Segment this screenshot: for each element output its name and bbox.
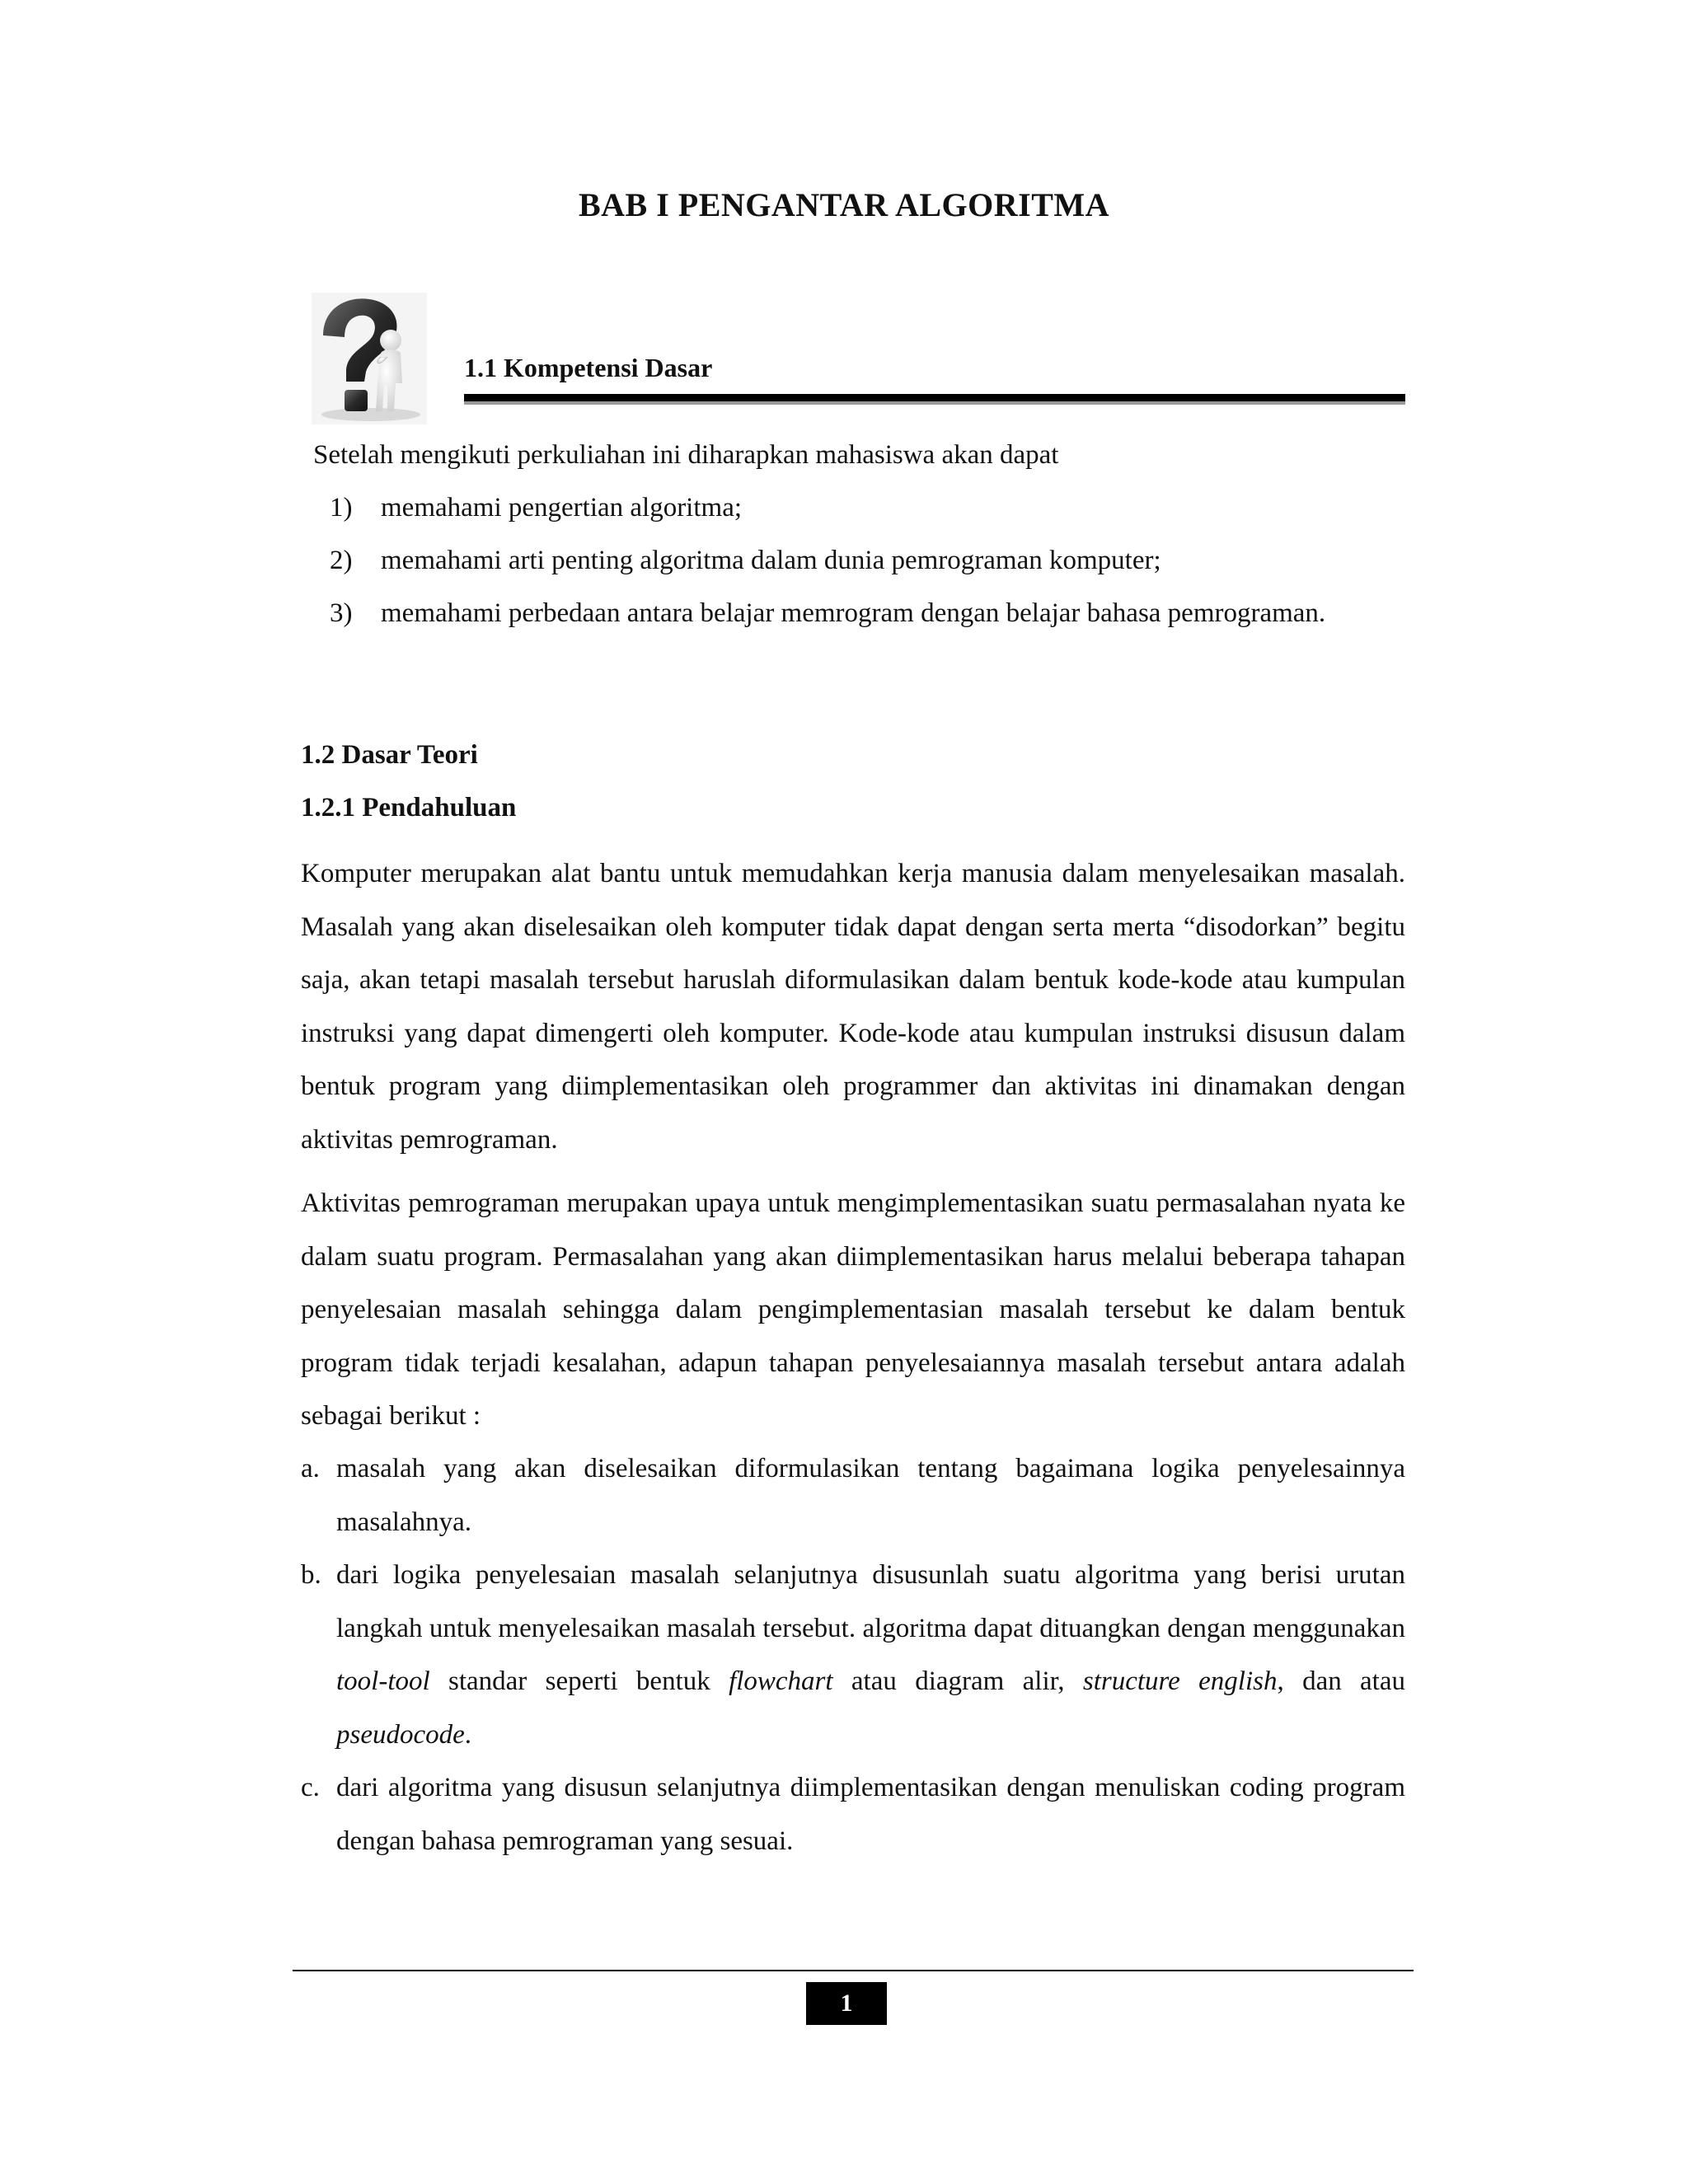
list-item-text: memahami perbedaan antara belajar memrogram dengan belajar bahasa pemrograman.: [381, 598, 1326, 628]
chapter-title: BAB I PENGANTAR ALGORITMA: [578, 186, 1110, 223]
list-item-text: standar seperti bentuk: [429, 1666, 729, 1696]
list-marker: c.: [301, 1773, 320, 1802]
list-item-text: atau diagram alir,: [832, 1666, 1083, 1696]
subsection-heading-pendahuluan: 1.2.1 Pendahuluan: [301, 793, 517, 823]
list-item: [330, 587, 1405, 640]
list-number: 2): [330, 546, 353, 575]
competency-list: [330, 481, 1405, 640]
italic-term: tool-tool: [336, 1666, 430, 1696]
paragraph: Komputer merupakan alat bantu untuk memudahkan kerja manusia dalam menyelesaikan masalah. Masalah yang akan diselesaikan oleh komputer tidak dapat dengan serta merta “disodorkan” begitu saja, akan tetapi masalah tersebut haruslah diformulasikan dalam bentuk kode-kode atau kumpulan instruksi yang dapat dimengerti oleh komputer. Kode-kode atau kumpulan instruksi disusun dalam bentuk program yang diimplementasikan oleh programmer dan aktivitas ini dinamakan dengan aktivitas pemrograman.: [301, 859, 1405, 1155]
list-item-text: dari algoritma yang disusun selanjutnya diimplementasikan dengan menuliskan coding program dengan bahasa pemrograman yang sesuai.: [336, 1773, 1405, 1856]
section-heading-kompetensi-dasar: 1.1 Kompetensi Dasar: [464, 353, 713, 382]
list-number: 1): [330, 493, 353, 523]
steps-list: [301, 1442, 1405, 1868]
list-item: [301, 1442, 1405, 1549]
italic-term: structure english: [1082, 1666, 1278, 1696]
list-marker: a.: [301, 1454, 320, 1483]
section-heading-dasar-teori: 1.2 Dasar Teori: [301, 740, 478, 770]
question-mark-person-icon: [312, 293, 427, 424]
list-number: 3): [330, 598, 353, 628]
list-item: [330, 481, 1405, 534]
intro-text: Setelah mengikuti perkuliahan ini diharapkan mahasiswa akan dapat: [313, 440, 1059, 470]
list-item-text: , dan atau: [1277, 1666, 1406, 1696]
page-number: 1: [806, 1982, 887, 2025]
heading-rule: [464, 394, 1405, 401]
footer-rule: [293, 1970, 1414, 1971]
list-item-text: masalah yang akan diselesaikan diformulasikan tentang bagaimana logika penyelesainnya masalahnya.: [336, 1454, 1405, 1537]
italic-term: pseudocode: [336, 1719, 465, 1750]
list-item-text: .: [464, 1719, 472, 1750]
list-item: [330, 534, 1405, 587]
list-item-text: dari logika penyelesaian masalah selanjutnya disusunlah suatu algoritma yang berisi urutan langkah untuk menyelesaikan masalah tersebut. algoritma dapat dituangkan dengan menggunakan: [336, 1560, 1405, 1643]
list-marker: b.: [301, 1560, 321, 1590]
italic-term: flowchart: [729, 1666, 833, 1696]
list-item-text: memahami arti penting algoritma dalam dunia pemrograman komputer;: [381, 546, 1161, 575]
list-item: [301, 1761, 1405, 1868]
list-item-text: memahami pengertian algoritma;: [381, 493, 743, 523]
paragraph: Aktivitas pemrograman merupakan upaya untuk mengimplementasikan suatu permasalahan nyata ke dalam suatu program. Permasalahan yang akan diimplementasikan harus melalui beberapa tahapan penyelesaian masalah sehingga dalam pengimplementasian masalah tersebut ke dalam bentuk program tidak terjadi kesalahan, adapun tahapan penyelesaiannya masalah tersebut antara adalah sebagai berikut :: [301, 1188, 1405, 1431]
list-item: [301, 1549, 1405, 1761]
